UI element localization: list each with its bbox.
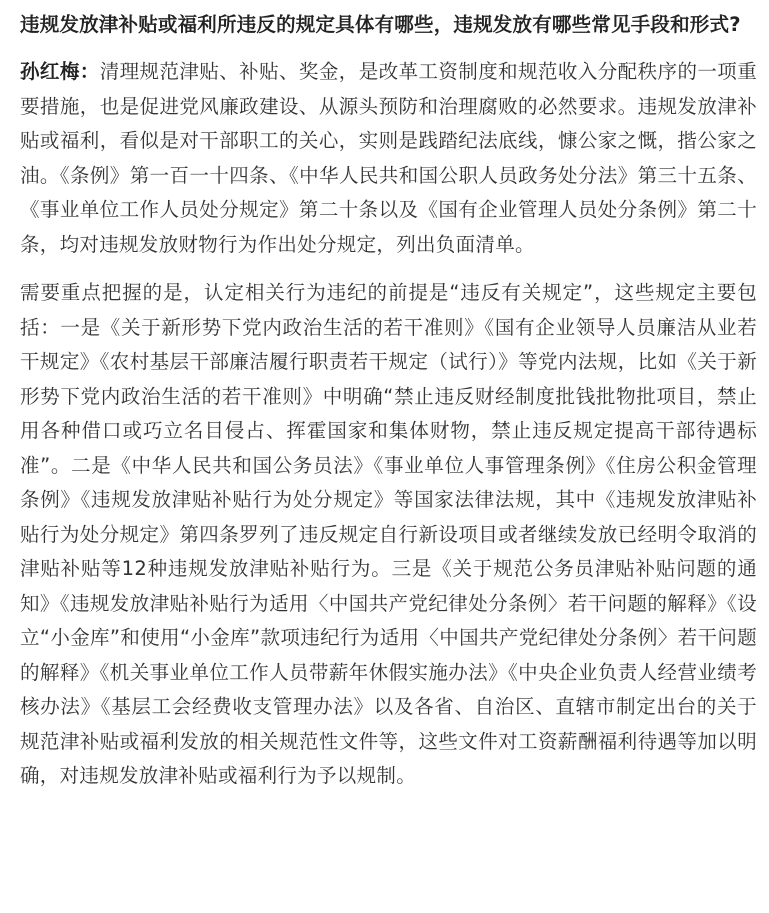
speaker-name: 孙红梅： (20, 60, 100, 83)
answer-text: 清理规范津贴、补贴、奖金，是改革工资制度和规范收入分配秩序的一项重要措施，也是促进党风廉政建设、从源头预防和治理腐败的必然要求。违规发放津补贴或福利，看似是对干部职工的关心，实则是践踏纪法底线，慷公家之慨，揩公家之油。《条例》第一百一十四条、《中华人民共和国公职人员政务处分法》第三十五条、《事业单位工作人员处分规定》第二十条以及《国有企业管理人员处分条例》第二十条，均对违规发放财物行为作出处分规定，列出负面清单。 (20, 60, 758, 256)
answer-paragraph (20, 55, 757, 262)
body-paragraph-2: 需要重点把握的是，认定相关行为违纪的前提是“违反有关规定”，这些规定主要包括：一是《关于新形势下党内政治生活的若干准则》《国有企业领导人员廉洁从业若干规定》《农村基层干部廉洁履行职责若干规定（试行）》等党内法规，比如《关于新形势下党内政治生活的若干准则》中明确“禁止违反财经制度批钱批物批项目，禁止用各种借口或巧立名目侵占、挥霍国家和集体财物，禁止违反规定提高干部待遇标准”。二是《中华人民共和国公务员法》《事业单位人事管理条例》《住房公积金管理条例》《违规发放津贴补贴行为处分规定》等国家法律法规，其中《违规发放津贴补贴行为处分规定》第四条罗列了违反规定自行新设项目或者继续发放已经明令取消的津贴补贴等12种违规发放津贴补贴行为。三是《关于规范公务员津贴补贴问题的通知》《违规发放津贴补贴行为适用〈中国共产党纪律处分条例〉若干问题的解释》《设立“小金库”和使用“小金库”款项违纪行为适用〈中国共产党纪律处分条例〉若干问题的解释》《机关事业单位工作人员带薪年休假实施办法》《中央企业负责人经营业绩考核办法》《基层工会经费收支管理办法》以及各省、自治区、直辖市制定出台的关于规范津补贴或福利发放的相关规范性文件等，这些文件对工资薪酬福利待遇等加以明确，对违规发放津补贴或福利行为予以规制。 (20, 281, 757, 787)
question-heading: 违规发放津补贴或福利所违反的规定具体有哪些，违规发放有哪些常见手段和形式? (20, 13, 741, 36)
